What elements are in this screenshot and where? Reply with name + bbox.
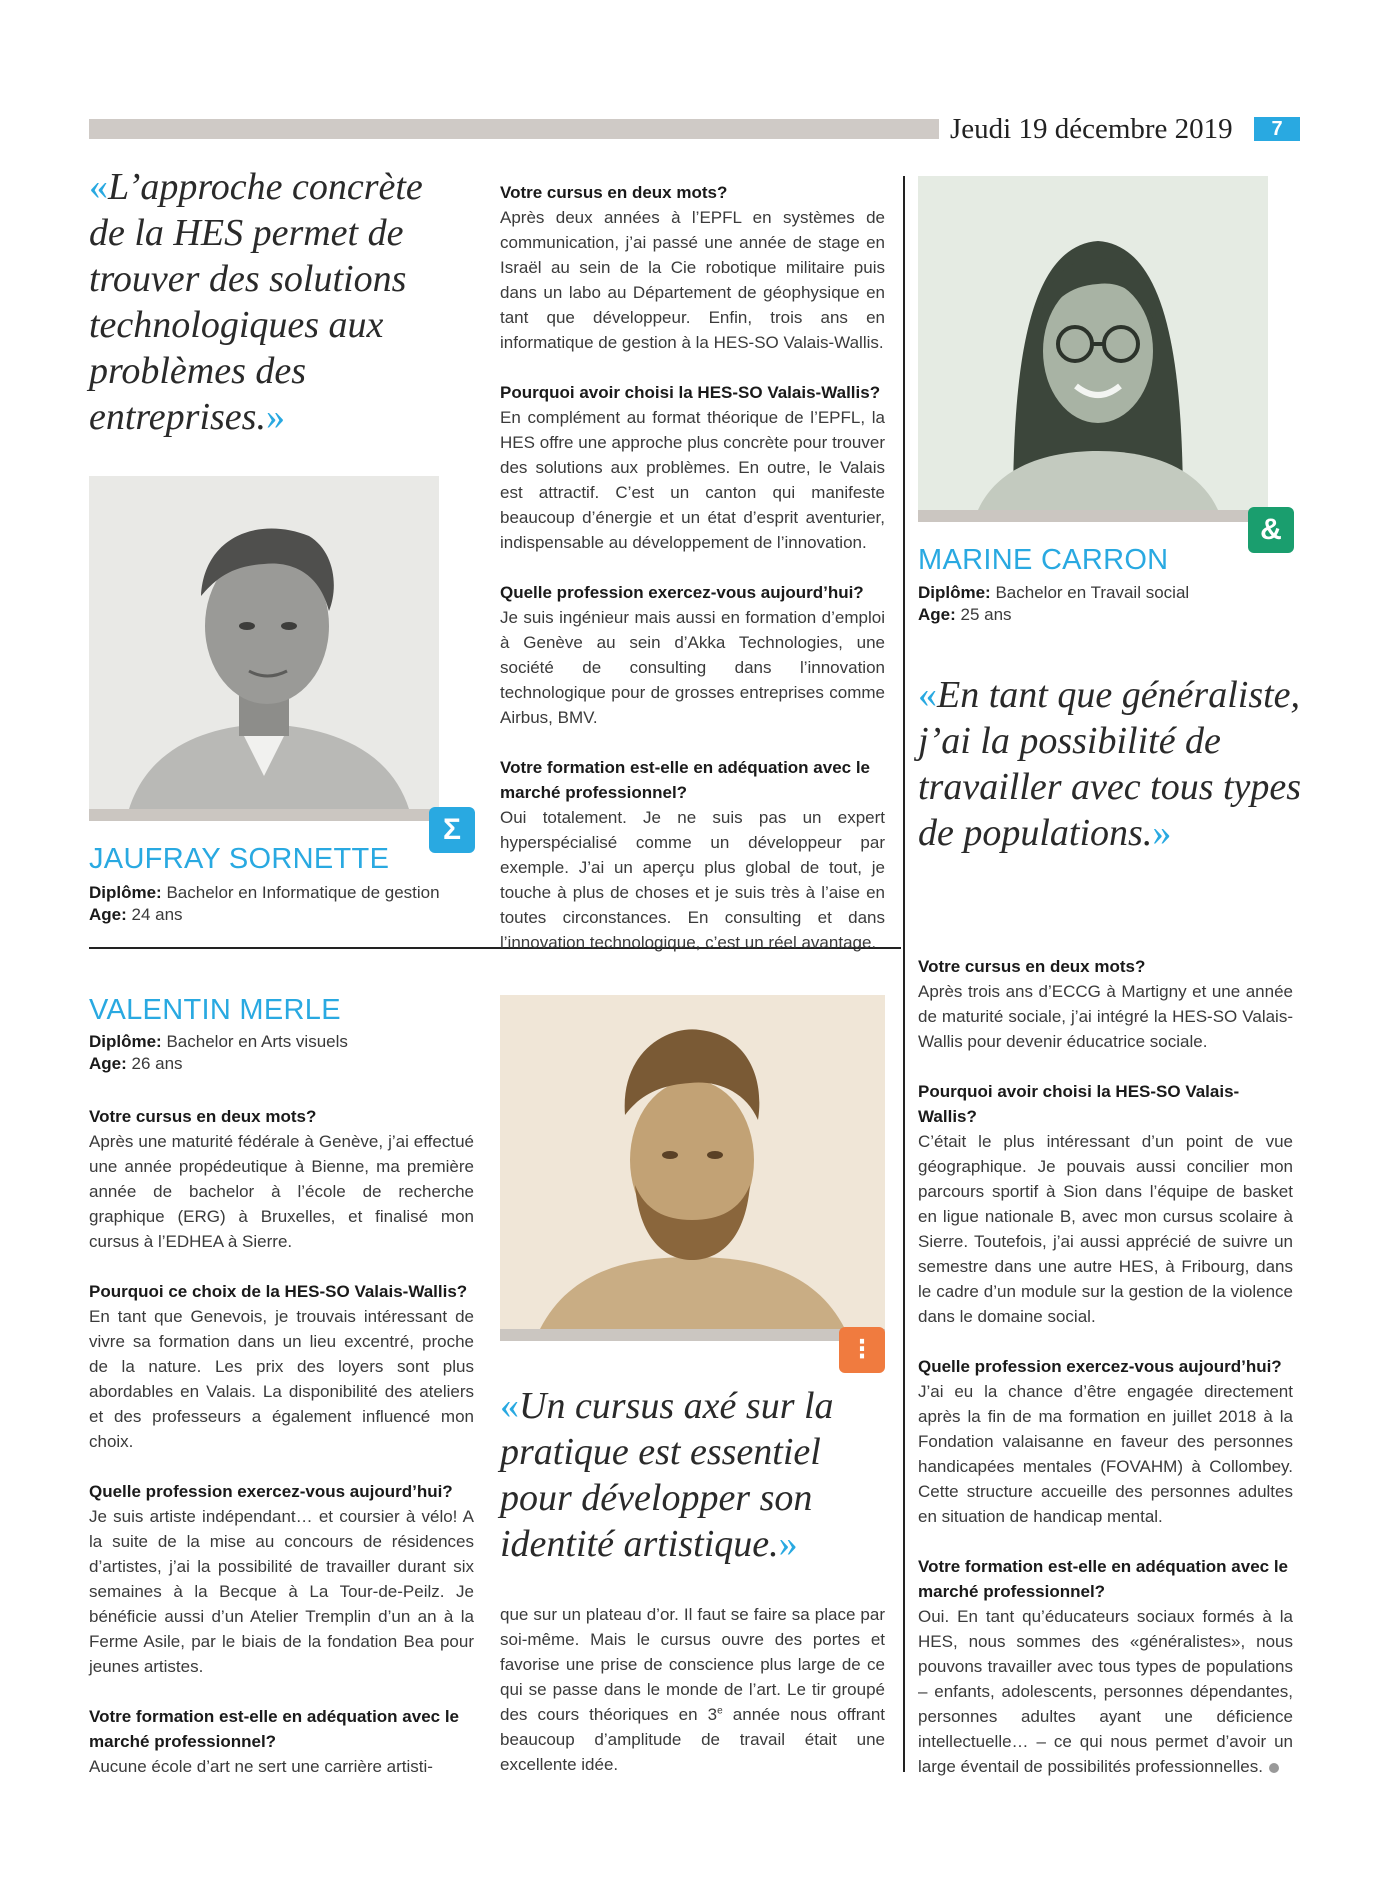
age-value: 25 ans: [960, 605, 1012, 624]
answer: Aucune école d’art ne sert une carrière artisti-: [89, 1757, 433, 1776]
pull-quote-marine: [918, 672, 1318, 856]
portrait-valentin-image: [500, 995, 885, 1329]
portrait-marine-image: [918, 176, 1268, 510]
age-value: 24 ans: [131, 905, 183, 924]
portrait-band-marine: [918, 510, 1268, 522]
sigma-icon: Σ: [429, 807, 475, 853]
interview-valentin-continued: [500, 1602, 885, 1777]
question: Votre cursus en deux mots?: [89, 1107, 317, 1126]
interview-valentin: [89, 1104, 474, 1779]
question: Votre cursus en deux mots?: [500, 183, 728, 202]
portrait-marine: [918, 176, 1268, 510]
colon-icon: ⁝: [839, 1327, 885, 1373]
question: Pourquoi avoir choisi la HES-SO Valais-Wallis?: [500, 383, 881, 402]
page-number: 7: [1254, 117, 1300, 141]
answer-continuation: que sur un plateau d’or. Il faut se faire sa place par soi-même. Mais le cursus ouvre des portes et favorise une prise de conscience plus large de ce qui se passe dans le monde de l’art. Le tir groupé des cours théoriques en 3e année nous offrant beaucoup d’amplitude de travail était une excellente idée.: [500, 1605, 885, 1774]
question: Votre cursus en deux mots?: [918, 957, 1146, 976]
portrait-jaufray-image: [89, 476, 439, 809]
quote-text: En tant que généraliste, j’ai la possibilité de travailler avec tous types de populations.: [918, 674, 1302, 854]
quote-text: L’approche concrète de la HES permet de trouver des solutions technologiques aux problèmes des entreprises.: [89, 166, 423, 438]
person-meta-marine: Diplôme: Bachelor en Travail social Age: 25 ans: [918, 583, 1190, 624]
question: Quelle profession exercez-vous aujourd’hui?: [500, 583, 864, 602]
answer: J’ai eu la chance d’être engagée directement après la fin de ma formation en juillet 2018 à la Fondation valaisanne en faveur des personnes handicapées mentales (FOVAHM) à Collombey. Cette structure accueille des personnes adultes en situation de handicap mental.: [918, 1382, 1293, 1526]
question: Quelle profession exercez-vous aujourd’hui?: [89, 1482, 453, 1501]
answer: Après deux années à l’EPFL en systèmes de communication, j’ai passé une année de stage en Israël au sein de la Cie robotique militaire puis dans un labo au Département de géophysique en tant que développeur. Enfin, trois ans en informatique de gestion à la HES-SO Valais-Wallis.: [500, 208, 885, 352]
end-dot-icon: [1269, 1763, 1279, 1773]
answer: Après une maturité fédérale à Genève, j’ai effectué une année propédeutique à Bienne, ma première année de bachelor à l’école de recherche graphique (ERG) à Bruxelles, et finalisé mon cursus à l’EDHEA à Sierre.: [89, 1132, 474, 1251]
question: Quelle profession exercez-vous aujourd’hui?: [918, 1357, 1282, 1376]
quote-close-mark: »: [265, 396, 285, 438]
quote-open-mark: «: [500, 1385, 519, 1427]
question: Pourquoi avoir choisi la HES-SO Valais-Wallis?: [918, 1082, 1240, 1126]
person-meta-jaufray: Diplôme: Bachelor en Informatique de gestion Age: 24 ans: [89, 883, 440, 924]
person-name-jaufray: JAUFRAY SORNETTE: [89, 843, 390, 875]
answer: Je suis artiste indépendant… et coursier à vélo! A la suite de la mise au concours de résidences d’artistes, j’ai la possibilité de travailler durant six semaines à la Becque à La Tour-de-Peilz. Je bénéficie aussi d’un Atelier Tremplin d’un an à la Ferme Asile, par le biais de la fondation Bea pour jeunes artistes.: [89, 1507, 474, 1676]
question: Votre formation est-elle en adéquation avec le marché professionnel?: [500, 758, 871, 802]
portrait-band-valentin: [500, 1329, 885, 1341]
issue-date: Jeudi 19 décembre 2019: [950, 113, 1233, 145]
answer: Après trois ans d’ECCG à Martigny et une année de maturité sociale, j’ai intégré la HES-SO Valais-Wallis pour devenir éducatrice sociale.: [918, 982, 1293, 1051]
diplome-value: Bachelor en Informatique de gestion: [166, 883, 440, 902]
answer: En tant que Genevois, je trouvais intéressant de vivre sa formation dans un lieu excentré, proche de la nature. Les prix des loyers sont plus abordables en Valais. La disponibilité des ateliers et des professeurs a également influencé mon choix.: [89, 1307, 474, 1451]
quote-open-mark: «: [89, 166, 108, 208]
person-name-marine: MARINE CARRON: [918, 544, 1169, 576]
portrait-jaufray: [89, 476, 439, 809]
question: Votre formation est-elle en adéquation avec le marché professionnel?: [89, 1707, 460, 1751]
pull-quote-jaufray: [89, 164, 459, 440]
question: Votre formation est-elle en adéquation avec le marché professionnel?: [918, 1557, 1289, 1601]
person-name-valentin: VALENTIN MERLE: [89, 994, 341, 1026]
interview-jaufray: [500, 180, 885, 955]
diplome-value: Bachelor en Travail social: [995, 583, 1190, 602]
age-value: 26 ans: [131, 1054, 183, 1073]
answer: En complément au format théorique de l’EPFL, la HES offre une approche plus concrète pour trouver des solutions aux problèmes. En outre, le Valais est attractif. C’est un canton qui manifeste beaucoup d’énergie et un état d’esprit aventurier, indispensable au développement de l’innovation.: [500, 408, 885, 552]
column-divider: [903, 176, 905, 1772]
interview-marine: [918, 954, 1293, 1779]
quote-close-mark: »: [1152, 812, 1172, 854]
person-meta-valentin: Diplôme: Bachelor en Arts visuels Age: 26 ans: [89, 1032, 348, 1073]
portrait-band-jaufray: [89, 809, 439, 821]
answer: C’était le plus intéressant d’un point de vue géographique. Je pouvais aussi concilier mon parcours sportif à Sion dans l’équipe de basket en ligue nationale B, avec mon cursus scolaire à Sierre. Toutefois, j’ai aussi apprécié de suivre un semestre dans une autre HES, à Fribourg, dans le cadre d’un module sur la gestion de la violence dans le domaine social.: [918, 1132, 1293, 1326]
question: Pourquoi ce choix de la HES-SO Valais-Wallis?: [89, 1282, 468, 1301]
quote-close-mark: »: [778, 1523, 798, 1565]
answer: Oui. En tant qu’éducateurs sociaux formés à la HES, nous sommes des «généralistes», nous pouvons travailler avec tous types de populations – enfants, adolescents, personnes dépendantes, personnes adultes ayant une déficience intellectuelle… – ce qui nous permet d’avoir un large éventail de possibilités professionnelles.: [918, 1607, 1293, 1776]
pull-quote-valentin: [500, 1383, 900, 1567]
header-bar: [89, 119, 939, 139]
answer: Oui totalement. Je ne suis pas un expert hyperspécialisé comme un développeur par exemple. J’ai un aperçu plus global de tout, je touche à plus de choses et je suis très à l’aise en toutes circonstances. En consulting et dans l’innovation technologique, c’est un réel avantage.: [500, 808, 885, 952]
quote-text: Un cursus axé sur la pratique est essentiel pour développer son identité artistique.: [500, 1385, 834, 1565]
ampersand-icon: &: [1248, 507, 1294, 553]
diplome-value: Bachelor en Arts visuels: [166, 1032, 348, 1051]
portrait-valentin: [500, 995, 885, 1329]
quote-open-mark: «: [918, 674, 937, 716]
answer: Je suis ingénieur mais aussi en formation d’emploi à Genève au sein d’Akka Technologies, une société de consulting dans l’innovation technologique pour de grosses entreprises comme Airbus, BMV.: [500, 608, 885, 727]
